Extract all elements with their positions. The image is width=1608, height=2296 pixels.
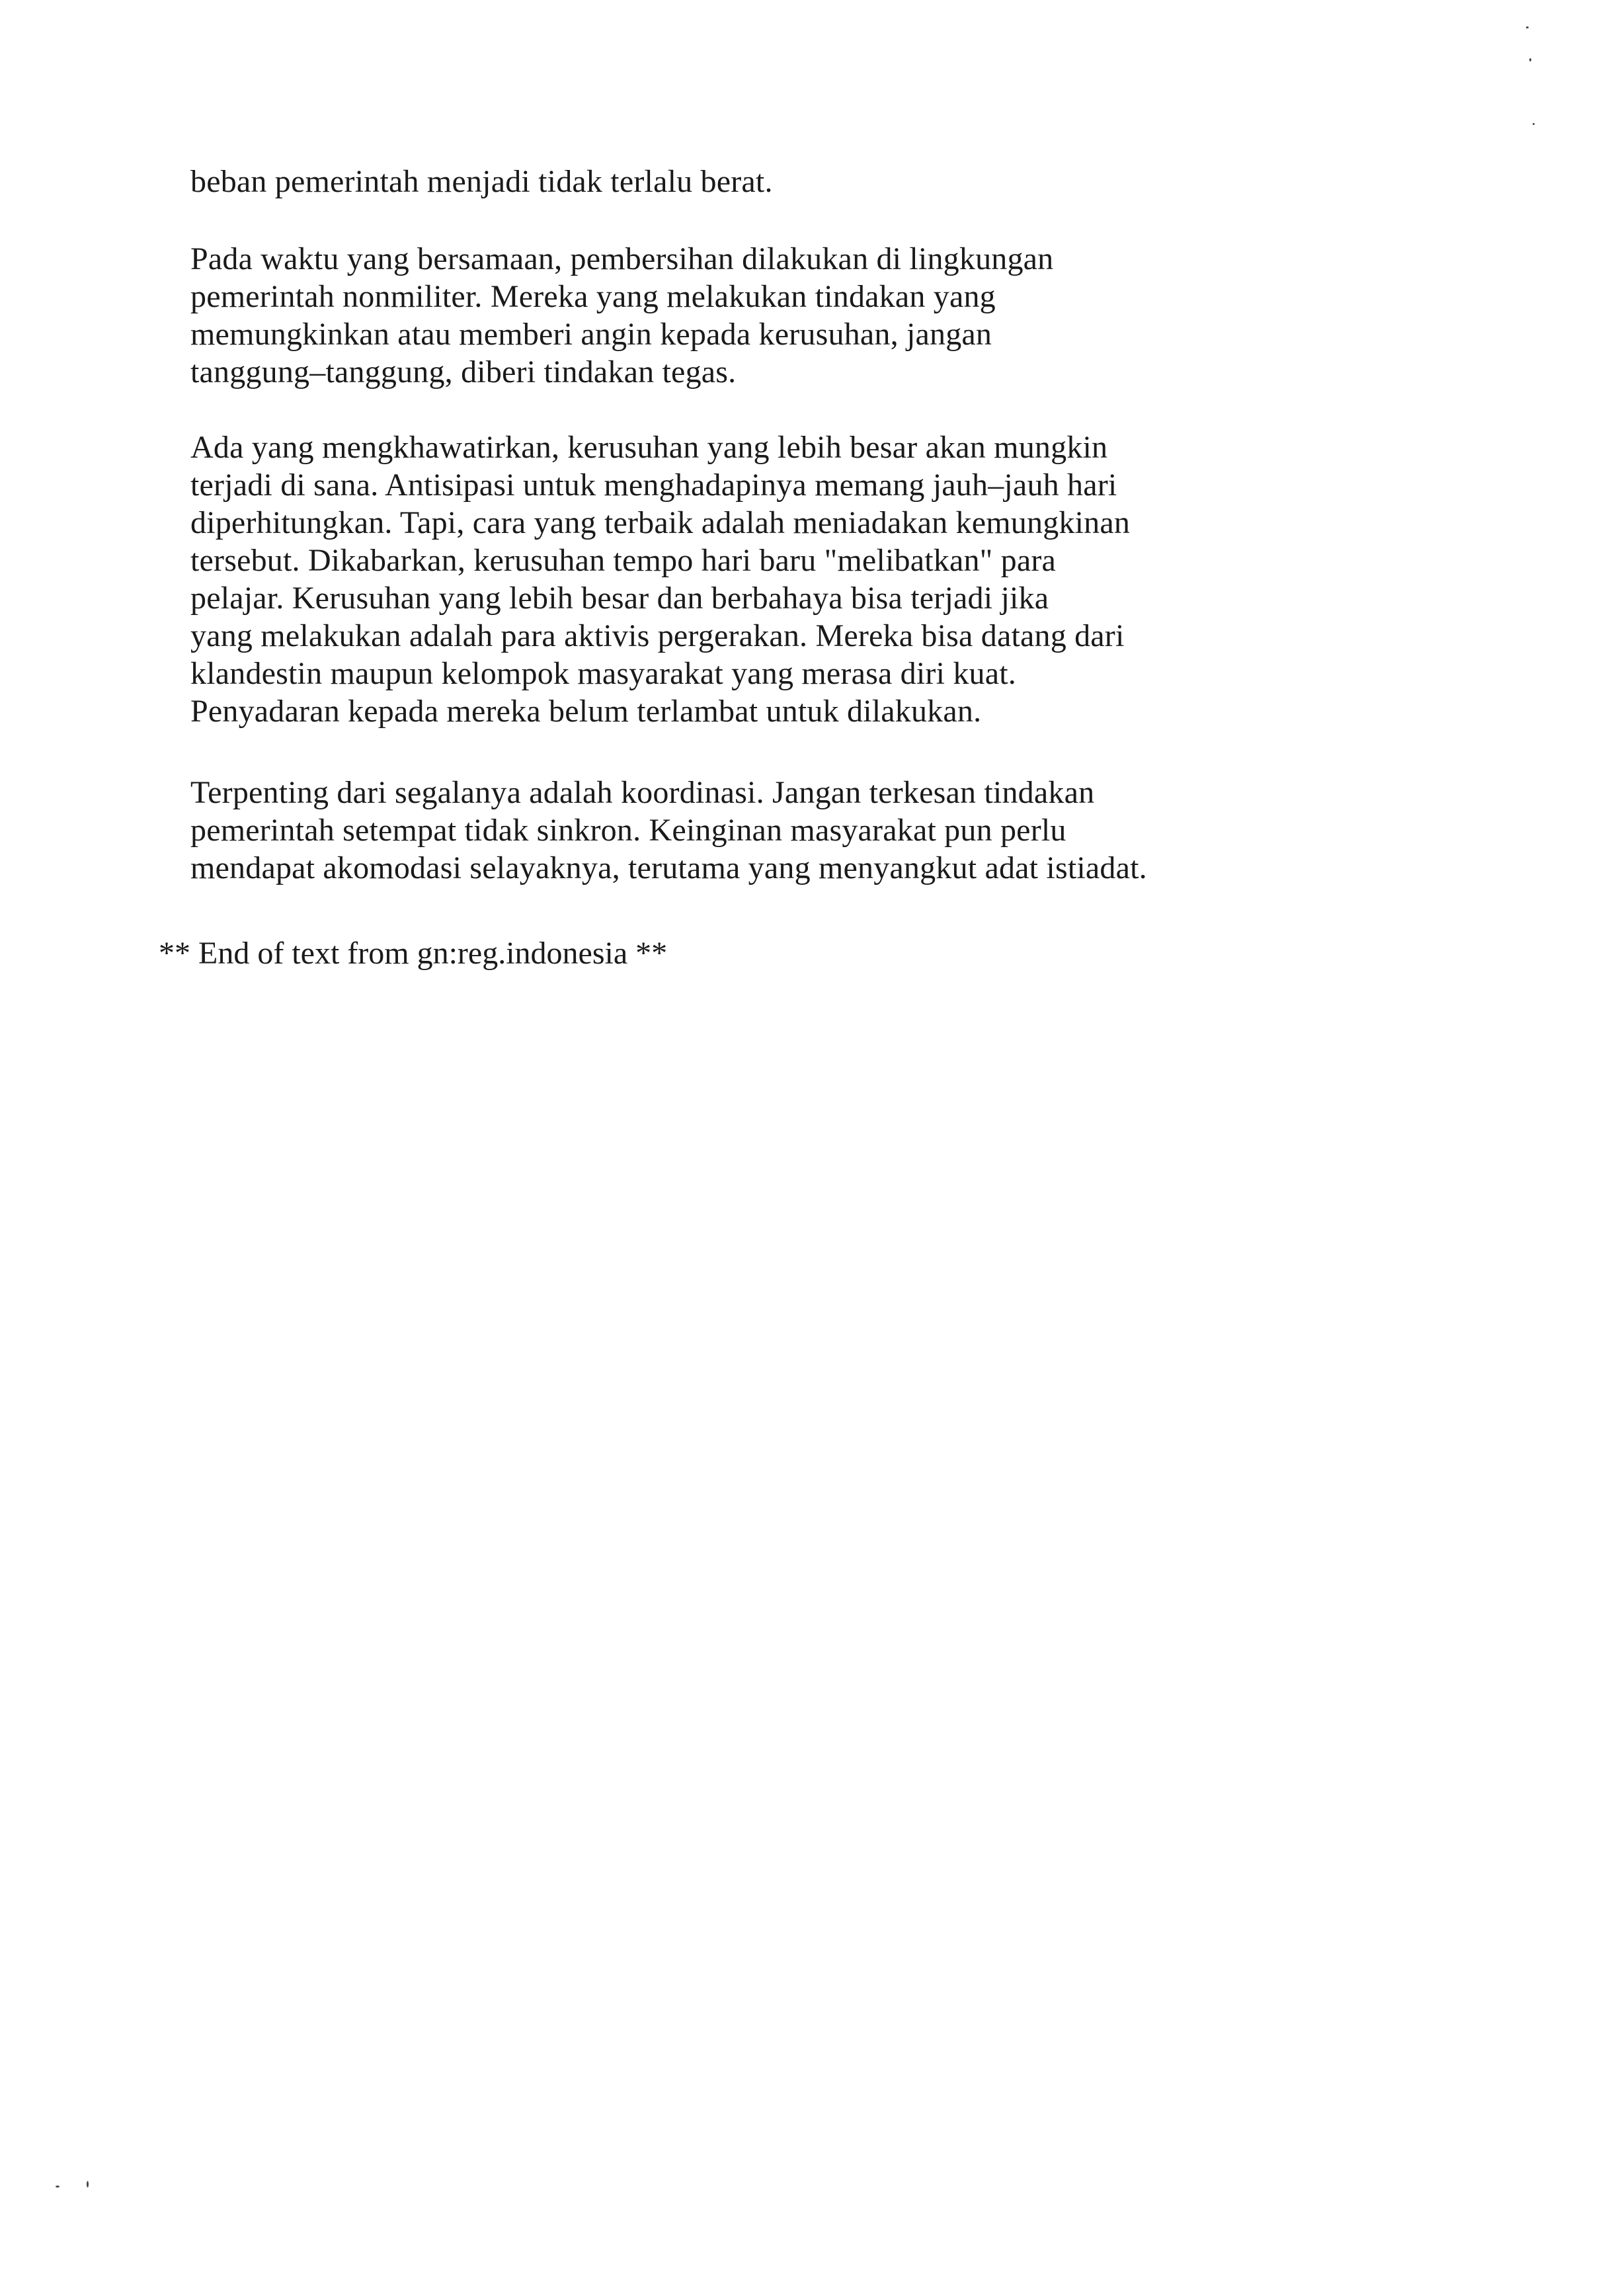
text-line: Penyadaran kepada mereka belum terlambat untuk dilakukan. <box>190 694 982 729</box>
scan-speck <box>1533 123 1535 125</box>
text-line: Pada waktu yang bersamaan, pembersihan dilakukan di lingkungan <box>190 241 1054 276</box>
paragraph <box>190 774 1222 887</box>
scan-speck <box>87 2181 89 2188</box>
scan-speck <box>1529 58 1531 62</box>
text-line: beban pemerintah menjadi tidak terlalu berat. <box>190 164 773 199</box>
text-line: mendapat akomodasi selayaknya, terutama yang menyangkut adat istiadat. <box>190 850 1147 885</box>
text-line: yang melakukan adalah para aktivis pergerakan. Mereka bisa datang dari <box>190 618 1125 653</box>
paragraph <box>190 163 1222 200</box>
text-line: memungkinkan atau memberi angin kepada kerusuhan, jangan <box>190 317 992 352</box>
text-line: terjadi di sana. Antisipasi untuk menghadapinya memang jauh–jauh hari <box>190 468 1117 503</box>
text-line: pelajar. Kerusuhan yang lebih besar dan berbahaya bisa terjadi jika <box>190 581 1049 616</box>
text-line: pemerintah setempat tidak sinkron. Keinginan masyarakat pun perlu <box>190 813 1066 848</box>
text-line: pemerintah nonmiliter. Mereka yang melakukan tindakan yang <box>190 279 996 314</box>
end-of-text-marker: ** End of text from gn:reg.indonesia ** <box>159 936 668 971</box>
text-line: tanggung–tanggung, diberi tindakan tegas. <box>190 354 737 390</box>
text-line: diperhitungkan. Tapi, cara yang terbaik adalah meniadakan kemungkinan <box>190 505 1131 540</box>
paragraph <box>190 429 1222 730</box>
scan-speck <box>56 2186 60 2188</box>
text-line: klandestin maupun kelompok masyarakat yang merasa diri kuat. <box>190 656 1016 691</box>
text-line: tersebut. Dikabarkan, kerusuhan tempo hari baru "melibatkan" para <box>190 543 1057 578</box>
scan-speck <box>1526 26 1529 28</box>
paragraph <box>190 240 1222 391</box>
text-line: Terpenting dari segalanya adalah koordinasi. Jangan terkesan tindakan <box>190 775 1095 810</box>
text-line: Ada yang mengkhawatirkan, kerusuhan yang lebih besar akan mungkin <box>190 430 1108 465</box>
